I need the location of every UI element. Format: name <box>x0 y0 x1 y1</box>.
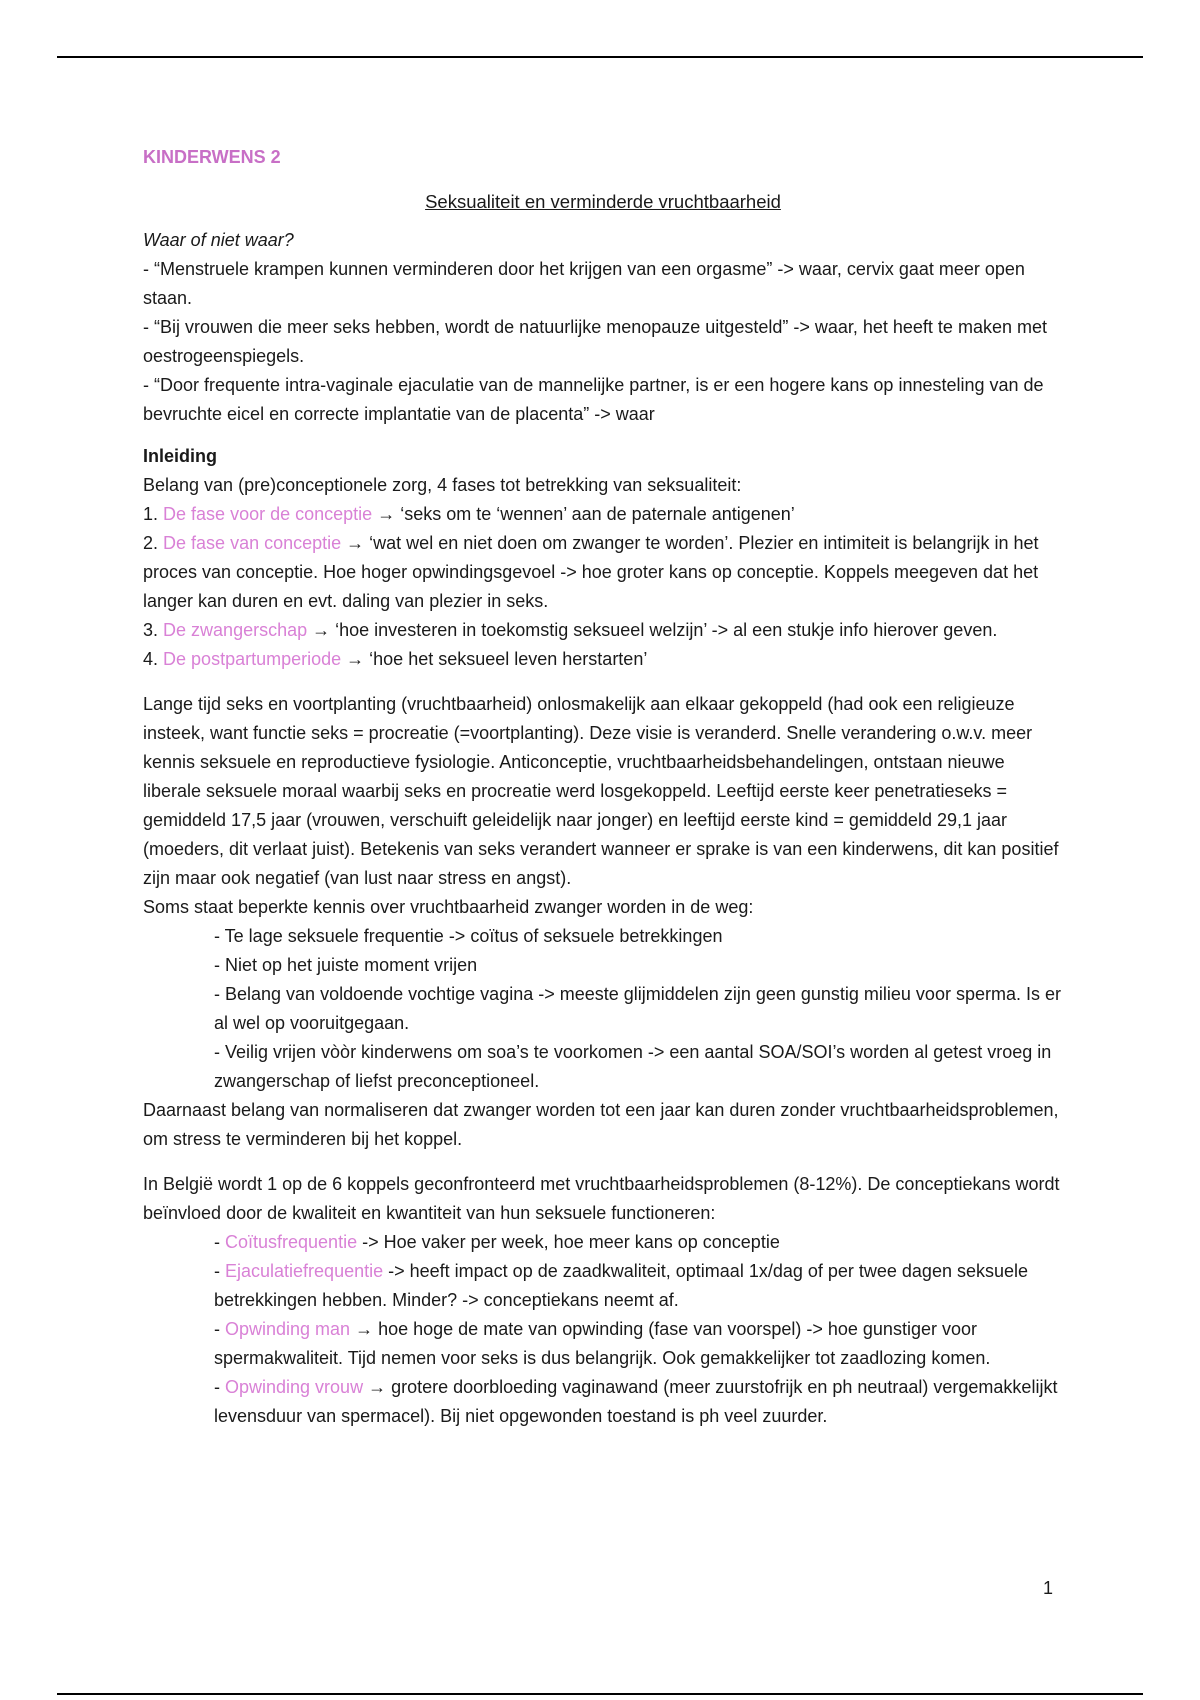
arrow-icon: → <box>312 620 331 640</box>
phase-number: 2. <box>143 533 159 553</box>
body-paragraph: Lange tijd seks en voortplanting (vruchtbaarheid) onlosmakelijk aan elkaar gekoppeld (had ook een religieuze insteek, want functie seks = procreatie (=voortplanting). Deze visie is veranderd. Snelle verandering o.w.v. meer kennis seksuele en reproductieve fysiologie. Anticonceptie, vruchtbaarheidsbehandelingen, ontstaan nieuwe liberale seksuele moraal waarbij seks en procreatie werd losgekoppeld. Leeftijd eerste keer penetratieseks = gemiddeld 17,5 jaar (vrouwen, verschuift geleidelijk naar jonger) en leeftijd eerste kind = gemiddeld 29,1 jaar (moeders, dit verlaat juist). Betekenis van seks verandert wanneer er sprake is van een kinderwens, dit kan positief zijn maar ook negatief (van lust naar stress en angst). <box>143 694 1059 888</box>
phase-item <box>143 645 1063 674</box>
document-title: KINDERWENS 2 <box>143 147 281 167</box>
arrow-icon: → <box>346 533 365 553</box>
factor-item <box>143 1257 1063 1315</box>
factor-separator: -> <box>357 1232 384 1252</box>
factor-separator: → <box>350 1319 379 1339</box>
quiz-item: - “Door frequente intra-vaginale ejaculatie van de mannelijke partner, is er een hogere kans op innesteling van de bevruchte eicel en correcte implantatie van de placenta” -> waar <box>143 375 1044 424</box>
inleiding-lead: Belang van (pre)conceptionele zorg, 4 fases tot betrekking van seksualiteit: <box>143 475 742 495</box>
factor-item <box>143 1315 1063 1373</box>
phase-name: De zwangerschap <box>163 620 308 640</box>
phase-item <box>143 500 1063 529</box>
knowledge-item: - Belang van voldoende vochtige vagina -> meeste glijmiddelen zijn geen gunstig milieu voor sperma. Is er al wel op vooruitgegaan. <box>214 984 1061 1033</box>
factor-name: Opwinding man <box>225 1319 351 1339</box>
knowledge-item: - Niet op het juiste moment vrijen <box>214 955 478 975</box>
factor-text: hoe hoge de mate van opwinding (fase van voorspel) -> hoe gunstiger voor spermakwaliteit. Tijd nemen voor seks is dus belangrijk. Ook gemakkelijker tot zaadlozing komen. <box>214 1319 991 1368</box>
phase-text: ‘wat wel en niet doen om zwanger te worden’. Plezier en intimiteit is belangrijk in het proces van conceptie. Hoe hoger opwindingsgevoel -> hoe groter kans op conceptie. Koppels meegeven dat het langer kan duren en evt. daling van plezier in seks. <box>143 533 1039 611</box>
bullet-dash: - <box>214 1377 225 1397</box>
phase-number: 3. <box>143 620 159 640</box>
factor-name: Coïtusfrequentie <box>225 1232 358 1252</box>
factor-item <box>143 1228 1063 1257</box>
factor-text: Hoe vaker per week, hoe meer kans op conceptie <box>383 1232 780 1252</box>
top-rule <box>57 56 1143 58</box>
quiz-item: - “Menstruele krampen kunnen verminderen door het krijgen van een orgasme” -> waar, cervix gaat meer open staan. <box>143 259 1025 308</box>
phase-number: 1. <box>143 504 159 524</box>
factor-text: heeft impact op de zaadkwaliteit, optimaal 1x/dag of per twee dagen seksuele betrekkingen hebben. Minder? -> conceptiekans neemt af. <box>214 1261 1029 1310</box>
bullet-dash: - <box>214 1232 225 1252</box>
arrow-icon: → <box>377 504 396 524</box>
factor-name: Opwinding vrouw <box>225 1377 364 1397</box>
quiz-item: - “Bij vrouwen die meer seks hebben, wordt de natuurlijke menopauze uitgesteld” -> waar, het heeft te maken met oestrogeenspiegels. <box>143 317 1047 366</box>
bullet-dash: - <box>214 1319 225 1339</box>
factor-separator: -> <box>383 1261 410 1281</box>
phase-item <box>143 529 1063 616</box>
phase-text: ‘hoe het seksueel leven herstarten’ <box>364 649 648 669</box>
knowledge-lead: Soms staat beperkte kennis over vruchtbaarheid zwanger worden in de weg: <box>143 897 754 917</box>
phase-item <box>143 616 1063 645</box>
page-number: 1 <box>1043 1578 1054 1598</box>
spacer <box>143 1154 1063 1170</box>
page-content <box>143 140 1063 1431</box>
phase-text: ‘seks om te ‘wennen’ aan de paternale antigenen’ <box>395 504 795 524</box>
document-subtitle: Seksualiteit en verminderde vruchtbaarheid <box>425 191 781 212</box>
factor-item <box>143 1373 1063 1431</box>
bullet-dash: - <box>214 1261 225 1281</box>
phase-name: De fase voor de conceptie <box>163 504 373 524</box>
spacer <box>143 674 1063 690</box>
knowledge-item: - Veilig vrijen vòòr kinderwens om soa’s te voorkomen -> een aantal SOA/SOI’s worden al getest vroeg in zwangerschap of liefst preconceptioneel. <box>214 1042 1052 1091</box>
knowledge-closing: Daarnaast belang van normaliseren dat zwanger worden tot een jaar kan duren zonder vruchtbaarheidsproblemen, om stress te verminderen bij het koppel. <box>143 1100 1059 1149</box>
phase-text: ‘hoe investeren in toekomstig seksueel welzijn’ -> al een stukje info hierover geven. <box>330 620 998 640</box>
factor-name: Ejaculatiefrequentie <box>225 1261 384 1281</box>
section-heading-inleiding: Inleiding <box>143 446 217 466</box>
factor-text: grotere doorbloeding vaginawand (meer zuurstofrijk en ph neutraal) vergemakkelijkt levensduur van spermacel). Bij niet opgewonden toestand is ph veel zuurder. <box>214 1377 1058 1426</box>
phase-name: De fase van conceptie <box>163 533 342 553</box>
quiz-heading: Waar of niet waar? <box>143 230 294 250</box>
phase-number: 4. <box>143 649 159 669</box>
phase-name: De postpartumperiode <box>163 649 342 669</box>
bottom-rule <box>57 1693 1143 1695</box>
belgium-lead: In België wordt 1 op de 6 koppels geconfronteerd met vruchtbaarheidsproblemen (8-12%). De conceptiekans wordt beïnvloed door de kwaliteit en kwantiteit van hun seksuele functioneren: <box>143 1174 1060 1223</box>
arrow-icon: → <box>346 649 365 669</box>
factor-separator: → <box>363 1377 392 1397</box>
knowledge-item: - Te lage seksuele frequentie -> coïtus of seksuele betrekkingen <box>214 926 723 946</box>
